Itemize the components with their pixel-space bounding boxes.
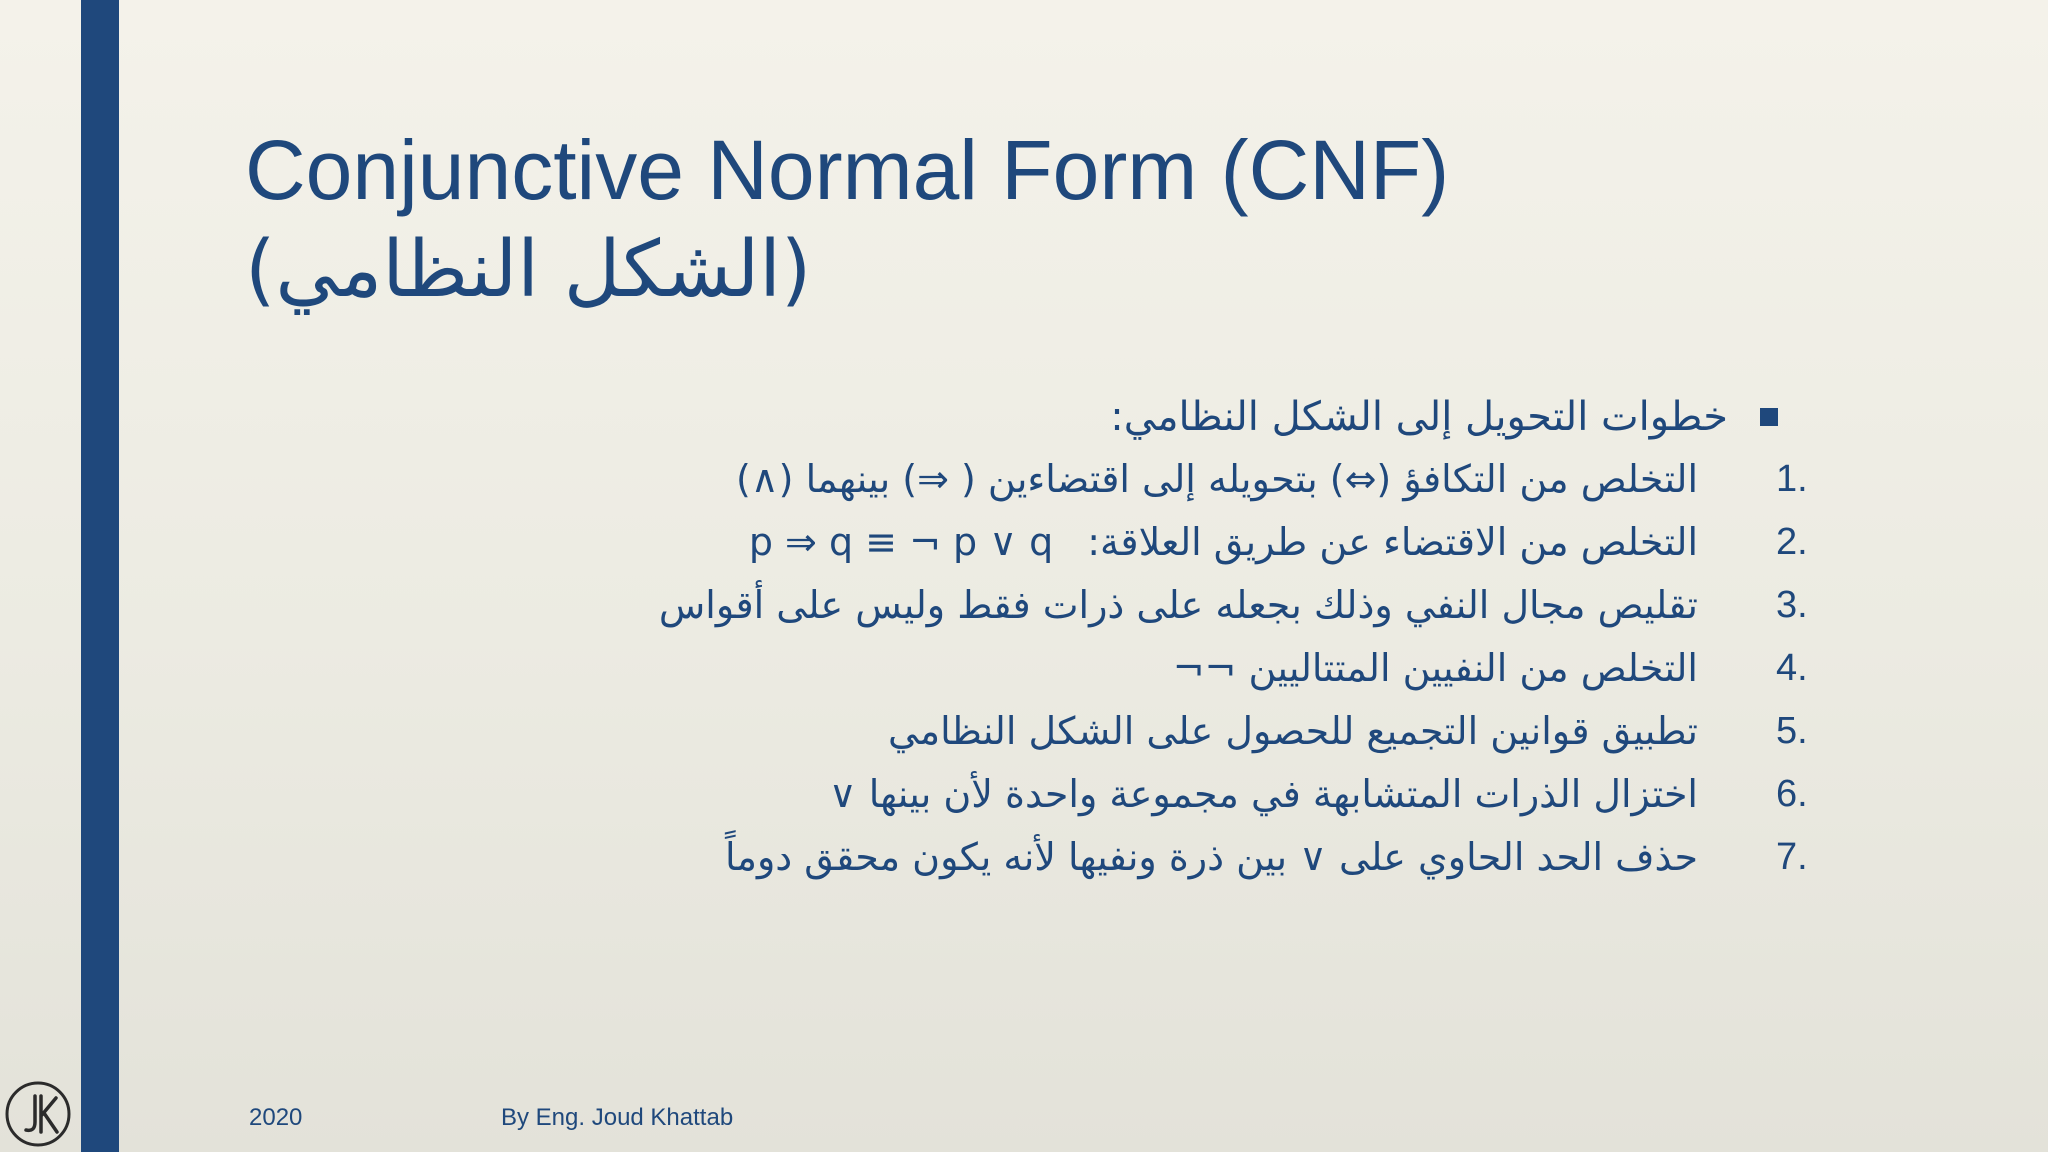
step-item-4 xyxy=(298,637,1808,700)
square-bullet-icon xyxy=(1760,408,1778,426)
step-text: التخلص من الاقتضاء عن طريق العلاقة: xyxy=(1087,520,1698,564)
step-item-1 xyxy=(298,448,1808,511)
slide-title-arabic: (الشكل النظامي) xyxy=(245,225,812,315)
step-item-6 xyxy=(298,763,1808,826)
step-number: 3. xyxy=(1776,584,1808,626)
step-number: 7. xyxy=(1776,836,1808,878)
step-number: 5. xyxy=(1776,710,1808,752)
jk-monogram-icon xyxy=(4,1080,72,1148)
slide-content xyxy=(298,386,1808,889)
step-item-2 xyxy=(298,511,1808,574)
footer-year: 2020 xyxy=(249,1104,303,1131)
step-item-3 xyxy=(298,574,1808,637)
implication-formula: p ⇒ q ≡ ¬ p ∨ q xyxy=(748,520,1054,564)
slide-title xyxy=(245,118,1845,318)
steps-heading xyxy=(298,386,1778,448)
step-text: حذف الحد الحاوي على ∨ بين ذرة ونفيها لأنه يكون محقق دوماً xyxy=(725,835,1698,879)
step-item-7 xyxy=(298,826,1808,889)
step-text: اختزال الذرات المتشابهة في مجموعة واحدة لأن بينها ∨ xyxy=(828,772,1698,816)
slide-title-english: Conjunctive Normal Form (CNF) xyxy=(245,123,1450,217)
step-number: 1. xyxy=(1776,458,1808,500)
steps-list xyxy=(298,448,1808,889)
left-accent-bar xyxy=(81,0,119,1152)
step-text: التخلص من النفيين المتتاليين ¬¬ xyxy=(1172,646,1698,690)
steps-heading-text: خطوات التحويل إلى الشكل النظامي: xyxy=(1110,394,1728,440)
step-number: 2. xyxy=(1776,521,1808,563)
step-item-5 xyxy=(298,700,1808,763)
footer-author: By Eng. Joud Khattab xyxy=(501,1104,734,1131)
step-number: 6. xyxy=(1776,773,1808,815)
step-number: 4. xyxy=(1776,647,1808,689)
step-text: التخلص من التكافؤ (⇔) بتحويله إلى اقتضاءين ( ⇒) بينهما (∧) xyxy=(736,457,1698,501)
step-text: تطبيق قوانين التجميع للحصول على الشكل النظامي xyxy=(888,709,1698,753)
step-text: تقليص مجال النفي وذلك بجعله على ذرات فقط وليس على أقواس xyxy=(658,583,1698,627)
